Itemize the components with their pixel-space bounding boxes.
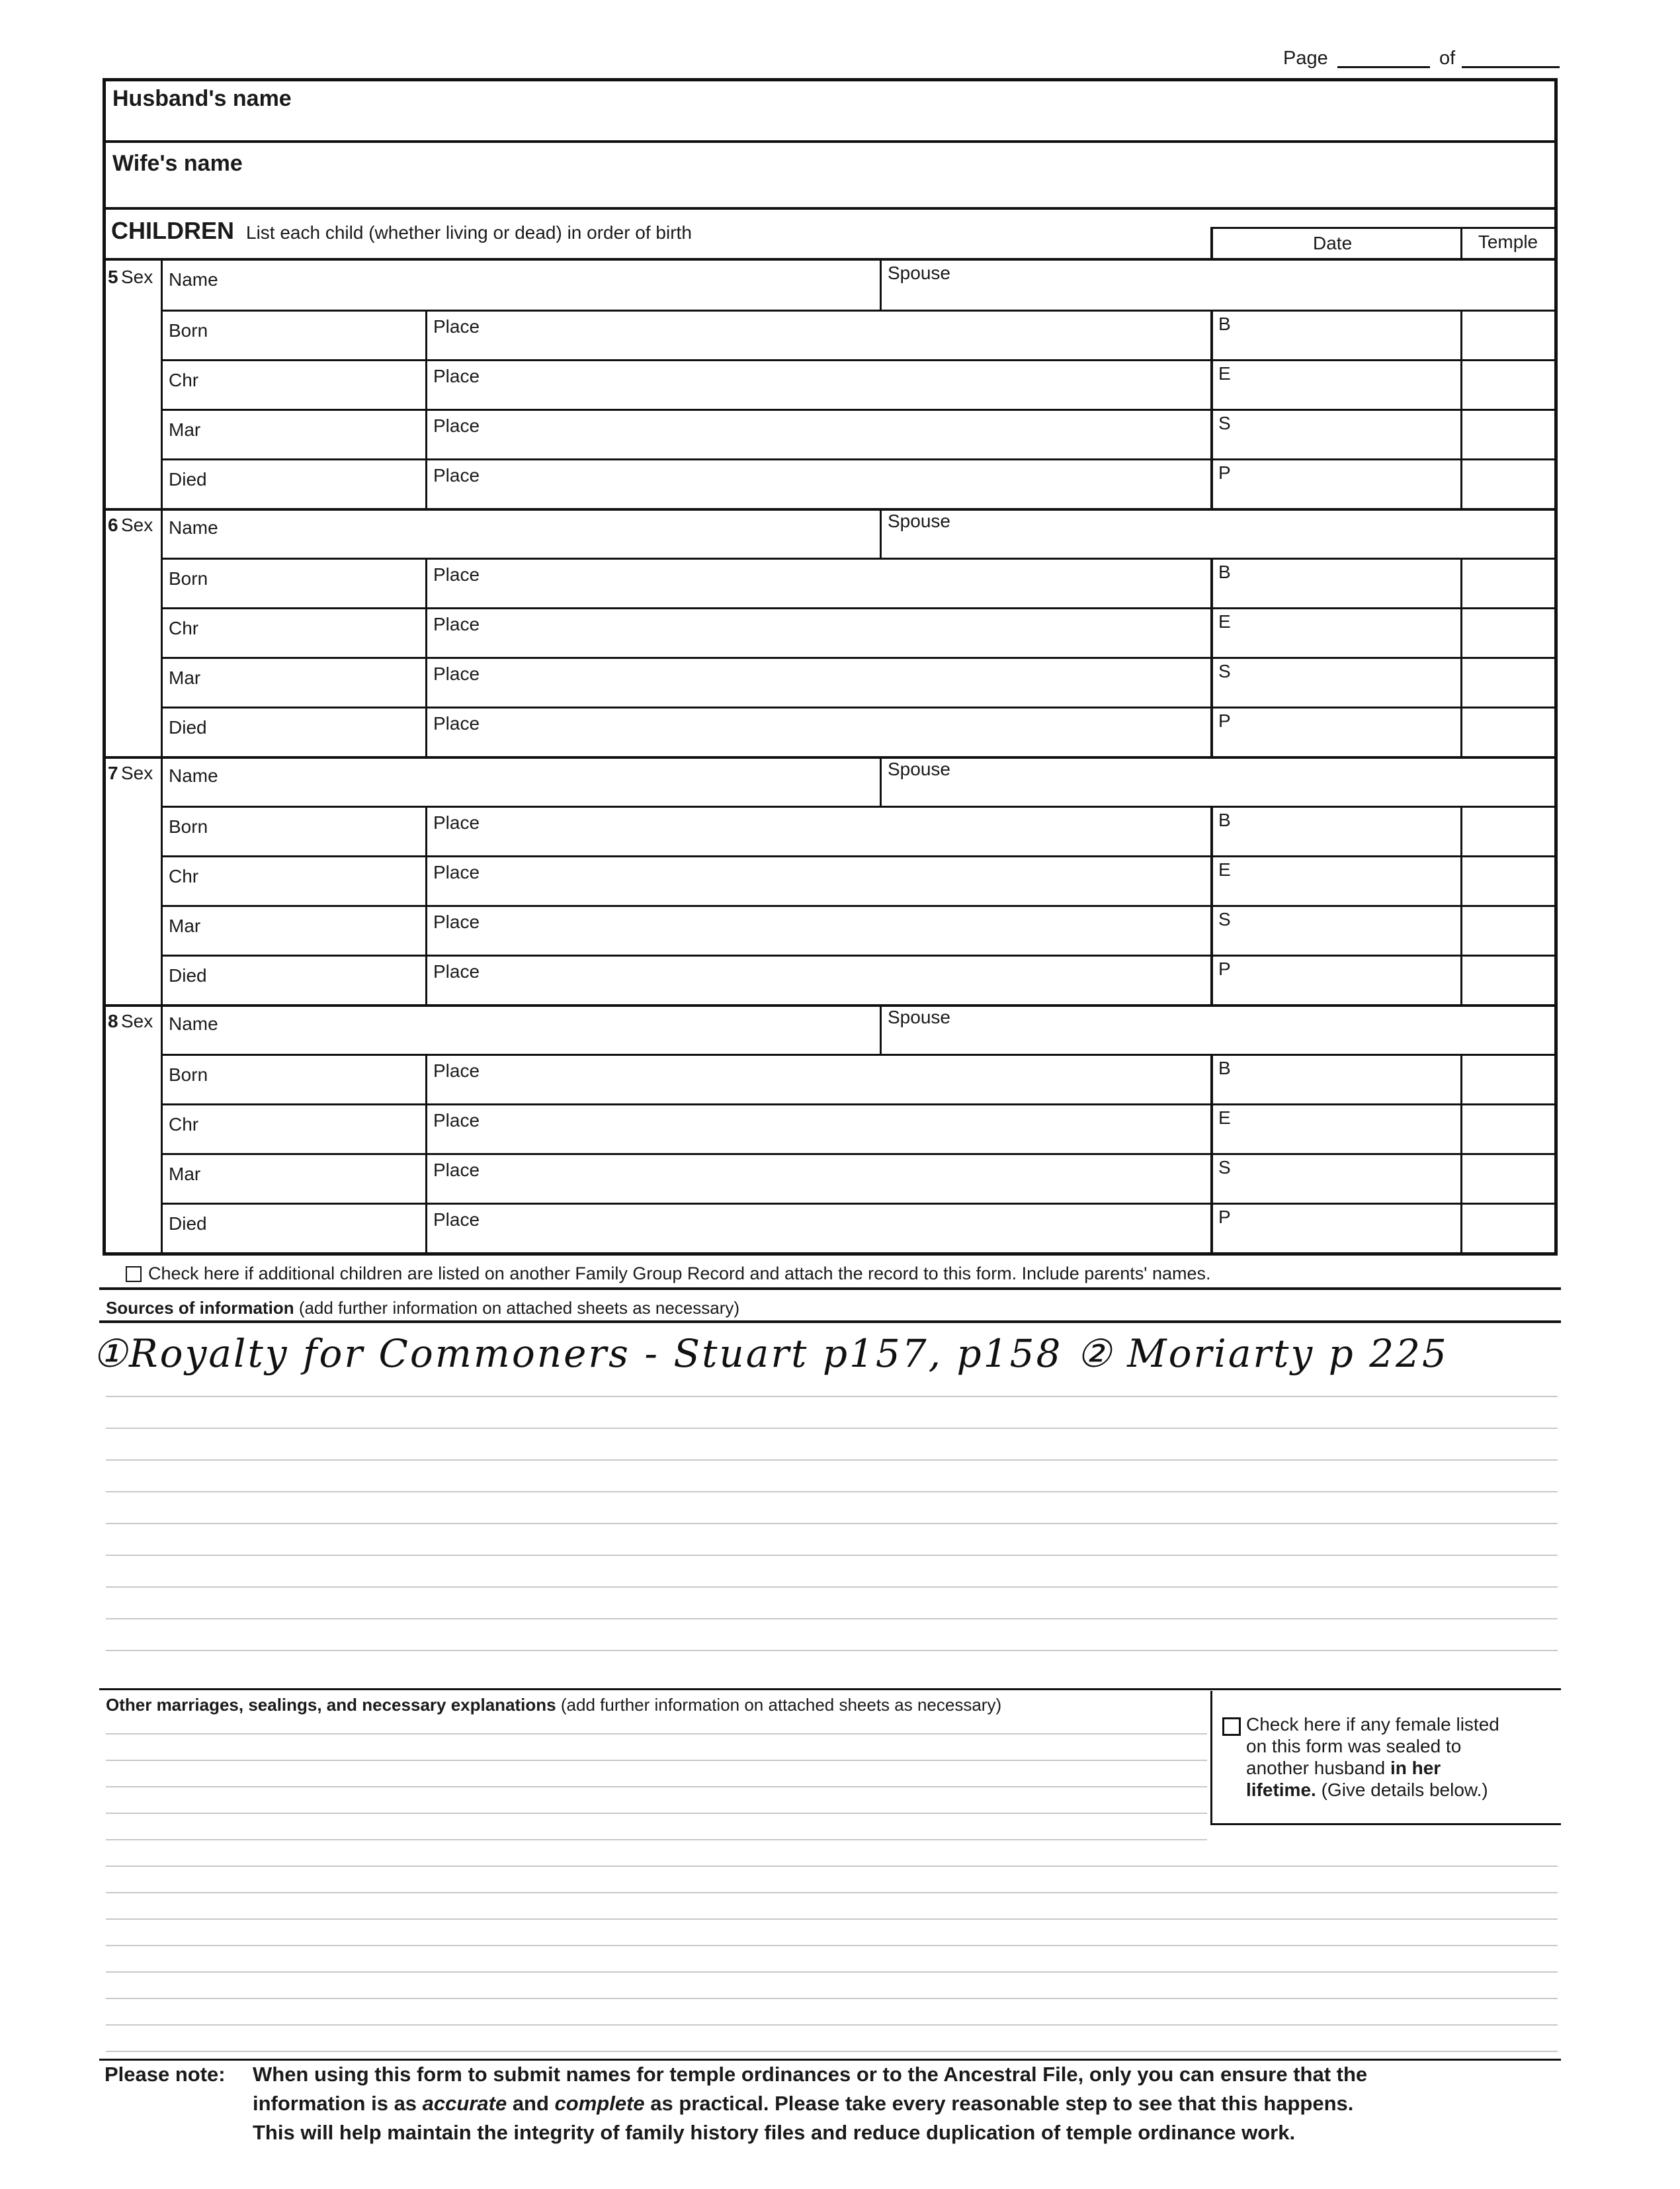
husband-name-label: Husband's name (112, 86, 292, 111)
temple-column-border (1460, 310, 1462, 359)
ordinance-date-field[interactable] (1237, 1060, 1454, 1097)
event-row-divider (161, 1103, 1556, 1105)
ordinance-date-field[interactable] (1237, 713, 1454, 750)
place-column-border (425, 558, 427, 607)
place-field[interactable] (491, 812, 1204, 849)
event-row-divider (161, 855, 1556, 857)
sex-column-border (161, 756, 163, 806)
ruled-line (106, 1459, 1558, 1461)
temple-field[interactable] (1466, 366, 1550, 402)
sex-column-border (161, 508, 163, 558)
event-label: Born (169, 1064, 208, 1085)
date-column-border (1210, 1103, 1213, 1153)
place-field[interactable] (491, 961, 1204, 998)
place-field[interactable] (491, 912, 1204, 948)
child-name-label: Name (169, 765, 218, 786)
sex-label: Sex (121, 267, 153, 287)
page-label: Page (1283, 48, 1328, 69)
spouse-label: Spouse (888, 511, 950, 531)
event-label: Mar (169, 667, 201, 688)
child-name-field[interactable] (240, 763, 873, 799)
place-column-border (425, 1103, 427, 1153)
sex-field[interactable] (109, 783, 157, 802)
female-sealed-note (1246, 1713, 1499, 1801)
event-label: Died (169, 965, 207, 986)
female-sealed-line1: Check here if any female listed (1246, 1714, 1499, 1735)
spouse-field[interactable] (886, 781, 1549, 802)
page-number-field[interactable] (1337, 66, 1430, 68)
date-column-border (1210, 558, 1213, 607)
female-check-box-left (1210, 1691, 1212, 1823)
ruled-line (106, 1650, 1558, 1651)
children-instruction: List each child (whether living or dead) in order of birth (246, 222, 692, 243)
event-label: Chr (169, 618, 199, 638)
child-block-divider (105, 1252, 1556, 1255)
ordinance-code: S (1218, 1157, 1231, 1178)
place-label: Place (433, 415, 480, 436)
spouse-field[interactable] (886, 533, 1549, 554)
temple-column-border (1460, 558, 1462, 607)
place-column-border (425, 458, 427, 508)
place-column-border (425, 657, 427, 707)
please-note-label: Please note: (105, 2063, 226, 2086)
event-row-divider (161, 657, 1556, 659)
date-header-left-border (1210, 227, 1213, 260)
temple-field[interactable] (1466, 465, 1550, 501)
temple-field[interactable] (1466, 564, 1550, 601)
ruled-line (106, 1998, 1558, 1999)
female-sealed-line3: another husband in her (1246, 1758, 1441, 1778)
ruled-line (106, 1866, 1558, 1867)
place-field[interactable] (491, 465, 1204, 501)
ordinance-date-field[interactable] (1237, 664, 1454, 700)
event-row-divider (161, 359, 1556, 361)
temple-column-border (1460, 806, 1462, 855)
place-column-border (425, 607, 427, 657)
temple-column-border (1460, 1103, 1462, 1153)
additional-children-note: Check here if additional children are listed on another Family Group Record and attach the record to this form. Include parents' names. (148, 1264, 1211, 1283)
place-column-border (425, 1203, 427, 1252)
place-label: Place (433, 713, 480, 734)
ordinance-code: S (1218, 661, 1231, 681)
ordinance-code: S (1218, 909, 1231, 929)
ruled-line (106, 1918, 1558, 1920)
place-label: Place (433, 564, 480, 585)
ruled-line (106, 1618, 1558, 1619)
temple-field[interactable] (1466, 912, 1550, 948)
name-row-divider (161, 558, 1556, 560)
temple-column-border (1460, 1153, 1462, 1203)
ruled-line (106, 1428, 1558, 1429)
of-label: of (1439, 48, 1456, 69)
ordinance-date-field[interactable] (1237, 614, 1454, 650)
date-column-border (1210, 707, 1213, 756)
ordinance-code: P (1218, 959, 1231, 979)
temple-column-border (1460, 1054, 1462, 1103)
temple-field[interactable] (1466, 415, 1550, 452)
name-row-divider (161, 806, 1556, 808)
temple-field[interactable] (1466, 1160, 1550, 1196)
temple-field[interactable] (1466, 1209, 1550, 1246)
child-name-field[interactable] (240, 1011, 873, 1047)
wife-name-field[interactable] (198, 173, 1548, 200)
event-row-divider (161, 409, 1556, 411)
sex-label: Sex (121, 515, 153, 535)
event-label: Mar (169, 419, 201, 440)
place-column-border (425, 905, 427, 955)
date-column-border (1210, 657, 1213, 707)
other-marriages-label: Other marriages, sealings, and necessary explanations (106, 1695, 556, 1715)
event-label: Mar (169, 1164, 201, 1184)
place-field[interactable] (491, 366, 1204, 402)
place-label: Place (433, 366, 480, 386)
ordinance-code: P (1218, 710, 1231, 731)
wife-name-label: Wife's name (112, 151, 243, 176)
place-label: Place (433, 1110, 480, 1131)
other-marriages-heading (106, 1695, 1001, 1715)
female-sealed-checkbox[interactable] (1222, 1717, 1241, 1736)
event-row-divider (161, 1203, 1556, 1205)
spouse-column-border (880, 508, 882, 558)
ordinance-date-field[interactable] (1237, 862, 1454, 898)
sex-label: Sex (121, 1011, 153, 1031)
temple-column-border (1460, 657, 1462, 707)
ordinance-date-field[interactable] (1237, 1209, 1454, 1246)
place-label: Place (433, 465, 480, 486)
ordinance-code: B (1218, 562, 1231, 582)
child-number: 5 (108, 267, 118, 287)
sources-header-rule (99, 1320, 1561, 1323)
temple-column-border (1460, 607, 1462, 657)
ordinance-date-field[interactable] (1237, 564, 1454, 601)
spouse-label: Spouse (888, 759, 950, 779)
temple-field[interactable] (1466, 961, 1550, 998)
spouse-field[interactable] (886, 1029, 1549, 1051)
page-total-field[interactable] (1462, 66, 1560, 68)
ruled-line (106, 1945, 1558, 1946)
event-label: Born (169, 816, 208, 837)
additional-children-checkbox[interactable] (126, 1266, 142, 1282)
child-name-label: Name (169, 1013, 218, 1034)
date-header-top-border (1210, 227, 1556, 229)
sex-column-border (161, 1004, 163, 1054)
date-header: Date (1313, 233, 1353, 253)
ruled-line (106, 1733, 1207, 1735)
ordinance-code: E (1218, 611, 1231, 632)
place-label: Place (433, 812, 480, 833)
ruled-line (106, 2051, 1558, 2052)
place-field[interactable] (491, 1060, 1204, 1097)
place-column-border (425, 955, 427, 1004)
event-label: Chr (169, 370, 199, 390)
child-name-field[interactable] (240, 515, 873, 551)
child-number: 7 (108, 763, 118, 783)
place-label: Place (433, 664, 480, 684)
child-number: 8 (108, 1011, 118, 1031)
name-row-divider (161, 1054, 1556, 1056)
place-column-border (425, 1054, 427, 1103)
ordinance-code: P (1218, 462, 1231, 483)
place-field[interactable] (491, 564, 1204, 601)
ordinance-code: S (1218, 413, 1231, 433)
place-label: Place (433, 862, 480, 882)
ordinance-code: B (1218, 810, 1231, 830)
temple-field[interactable] (1466, 1060, 1550, 1097)
footer-line-1: When using this form to submit names for temple ordinances or to the Ancestral File, only you can ensure that the (253, 2063, 1368, 2086)
place-column-border (425, 359, 427, 409)
ordinance-date-field[interactable] (1237, 1110, 1454, 1146)
temple-column-border (1460, 855, 1462, 905)
ruled-line (106, 1491, 1558, 1492)
sources-hint: (add further information on attached sheets as necessary) (298, 1298, 740, 1318)
temple-column-border (1460, 905, 1462, 955)
temple-column-border (1460, 707, 1462, 756)
ordinance-date-field[interactable] (1237, 316, 1454, 353)
name-row-divider (161, 310, 1556, 312)
event-label: Chr (169, 1114, 199, 1135)
other-marriages-hint: (add further information on attached sheets as necessary) (560, 1695, 1002, 1715)
sex-field[interactable] (109, 286, 157, 306)
place-column-border (425, 707, 427, 756)
date-column-border (1210, 1153, 1213, 1203)
female-check-box-bottom (1210, 1823, 1561, 1825)
other-marriages-top-rule (99, 1688, 1561, 1690)
temple-column-border (1460, 1203, 1462, 1252)
date-column-border (1210, 409, 1213, 458)
event-label: Died (169, 469, 207, 490)
temple-column-border (1460, 409, 1462, 458)
spouse-field[interactable] (886, 285, 1549, 306)
place-field[interactable] (491, 1209, 1204, 1246)
sex-label: Sex (121, 763, 153, 783)
children-heading: CHILDREN (111, 217, 234, 244)
child-number: 6 (108, 515, 118, 535)
ruled-line (106, 1396, 1558, 1397)
ordinance-date-field[interactable] (1237, 465, 1454, 501)
place-column-border (425, 855, 427, 905)
sex-column-border (161, 260, 163, 310)
sex-field[interactable] (109, 1031, 157, 1051)
temple-field[interactable] (1466, 316, 1550, 353)
event-row-divider (161, 458, 1556, 460)
ordinance-date-field[interactable] (1237, 1160, 1454, 1196)
child-name-field[interactable] (240, 267, 873, 303)
place-column-border (425, 310, 427, 359)
place-field[interactable] (491, 415, 1204, 452)
sources-heading (106, 1298, 739, 1318)
event-row-divider (161, 607, 1556, 609)
event-row-divider (161, 955, 1556, 957)
ruled-line (106, 2024, 1558, 2026)
footer-line-3: This will help maintain the integrity of family history files and reduce duplication of temple ordinance work. (253, 2121, 1296, 2144)
wife-divider (105, 207, 1556, 210)
date-column-border (1210, 855, 1213, 905)
child-name-label: Name (169, 517, 218, 538)
ordinance-date-field[interactable] (1237, 961, 1454, 998)
place-column-border (425, 1153, 427, 1203)
ruled-line (106, 1523, 1558, 1524)
ruled-line (106, 1971, 1558, 1973)
place-field[interactable] (491, 1160, 1204, 1196)
event-label: Chr (169, 866, 199, 886)
place-label: Place (433, 961, 480, 982)
temple-column-border (1460, 955, 1462, 1004)
temple-column-border (1460, 458, 1462, 508)
ordinance-code: B (1218, 314, 1231, 334)
ruled-line (106, 1892, 1558, 1893)
place-field[interactable] (491, 713, 1204, 750)
place-label: Place (433, 912, 480, 932)
ordinance-code: E (1218, 1107, 1231, 1128)
temple-field[interactable] (1466, 713, 1550, 750)
date-column-border (1210, 806, 1213, 855)
event-label: Mar (169, 916, 201, 936)
event-row-divider (161, 707, 1556, 708)
ordinance-code: E (1218, 363, 1231, 384)
event-label: Born (169, 568, 208, 589)
ruled-line (106, 1586, 1558, 1588)
ruled-line (106, 1555, 1558, 1556)
temple-field[interactable] (1466, 1110, 1550, 1146)
temple-header: Temple (1478, 232, 1538, 252)
footer-top-rule (99, 2059, 1561, 2061)
sex-field[interactable] (109, 535, 157, 554)
spouse-column-border (880, 1004, 882, 1054)
date-column-border (1210, 1203, 1213, 1252)
date-column-border (1210, 359, 1213, 409)
event-label: Born (169, 320, 208, 341)
sources-top-rule (99, 1287, 1561, 1290)
temple-field[interactable] (1466, 664, 1550, 700)
event-row-divider (161, 905, 1556, 907)
ruled-line (106, 1813, 1207, 1814)
date-column-border (1210, 905, 1213, 955)
spouse-column-border (880, 756, 882, 806)
date-column-border (1210, 1054, 1213, 1103)
date-column-border (1210, 458, 1213, 508)
temple-field[interactable] (1466, 862, 1550, 898)
ordinance-code: P (1218, 1207, 1231, 1227)
place-column-border (425, 806, 427, 855)
ordinance-date-field[interactable] (1237, 415, 1454, 452)
place-label: Place (433, 1209, 480, 1230)
ruled-line (106, 1786, 1207, 1787)
place-label: Place (433, 1060, 480, 1081)
date-column-border (1210, 310, 1213, 359)
event-row-divider (161, 1153, 1556, 1155)
spouse-column-border (880, 260, 882, 310)
husband-name-field[interactable] (198, 112, 1548, 139)
husband-divider (105, 140, 1556, 143)
place-label: Place (433, 614, 480, 634)
place-field[interactable] (491, 1110, 1204, 1146)
place-field[interactable] (491, 316, 1204, 353)
spouse-label: Spouse (888, 263, 950, 283)
spouse-label: Spouse (888, 1007, 950, 1027)
footer-line-2: information is as accurate and complete as practical. Please take every reasonable step to see that this happens. (253, 2092, 1354, 2115)
ruled-line (106, 1839, 1207, 1840)
female-sealed-line2: on this form was sealed to (1246, 1736, 1462, 1756)
event-label: Died (169, 717, 207, 738)
date-column-border (1210, 607, 1213, 657)
place-field[interactable] (491, 614, 1204, 650)
ordinance-code: E (1218, 859, 1231, 880)
place-field[interactable] (491, 862, 1204, 898)
ordinance-date-field[interactable] (1237, 812, 1454, 849)
place-field[interactable] (491, 664, 1204, 700)
place-label: Place (433, 1160, 480, 1180)
ordinance-code: B (1218, 1058, 1231, 1078)
event-label: Died (169, 1213, 207, 1234)
ordinance-date-field[interactable] (1237, 912, 1454, 948)
place-label: Place (433, 316, 480, 337)
temple-field[interactable] (1466, 812, 1550, 849)
ruled-line (106, 1760, 1207, 1761)
temple-field[interactable] (1466, 614, 1550, 650)
ordinance-date-field[interactable] (1237, 366, 1454, 402)
sources-handwritten-entry: ①Royalty for Commoners - Stuart p157, p158 ② Moriarty p 225 (93, 1331, 1449, 1376)
sources-label: Sources of information (106, 1298, 294, 1318)
place-column-border (425, 409, 427, 458)
child-name-label: Name (169, 269, 218, 290)
date-column-border (1210, 955, 1213, 1004)
temple-column-border (1460, 359, 1462, 409)
female-sealed-line4: lifetime. (Give details below.) (1246, 1780, 1488, 1800)
